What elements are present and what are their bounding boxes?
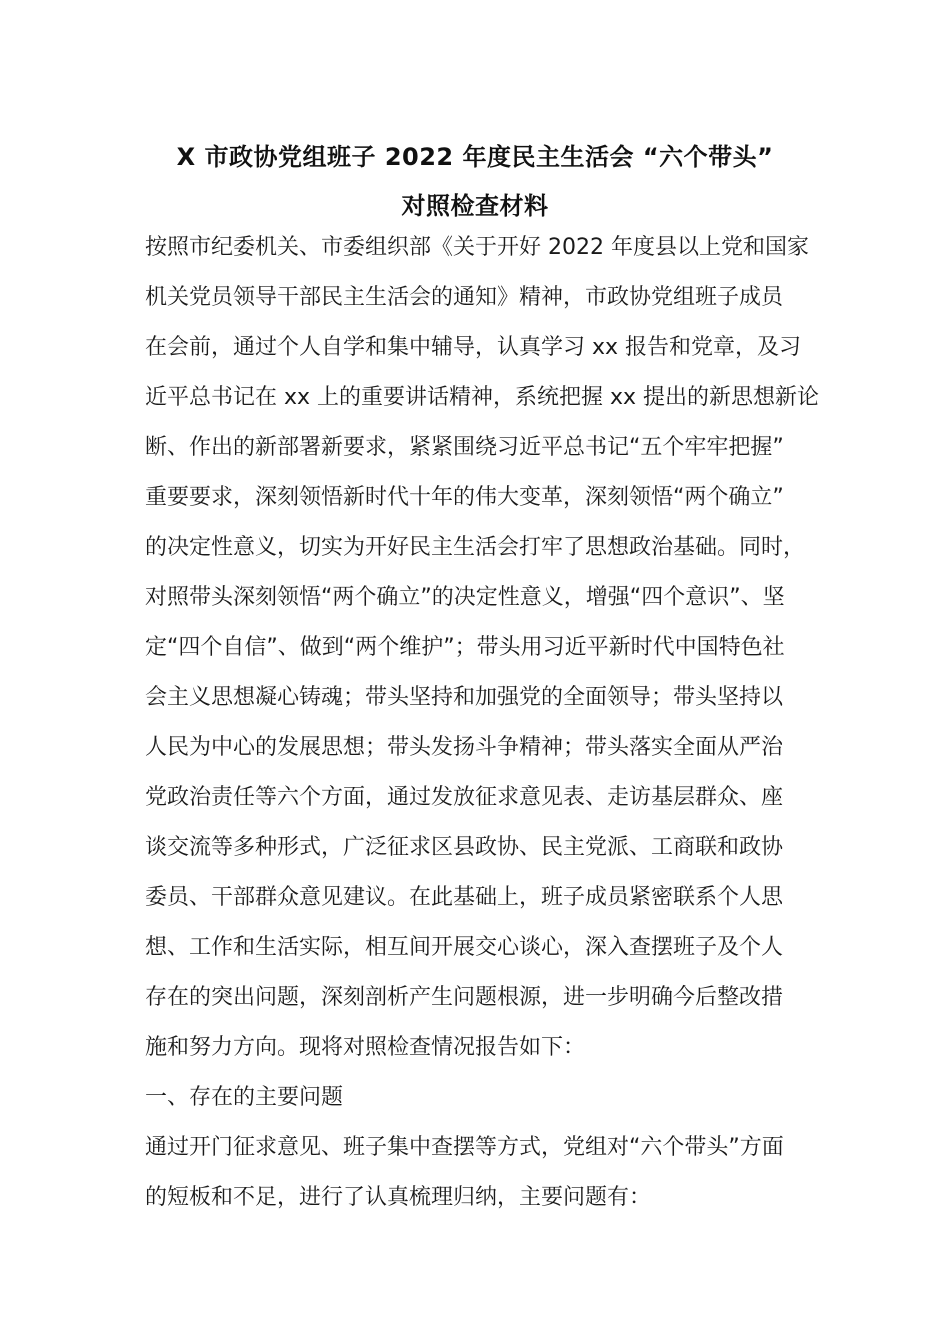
document-title-line-2: 对照检查材料 xyxy=(401,192,549,220)
section-heading: 一、存在的主要问题 xyxy=(145,1085,344,1110)
body-line: 机关党员领导干部民主生活会的通知》精神，市政协党组班子成员 xyxy=(145,285,784,310)
body-line: 在会前，通过个人自学和集中辅导，认真学习 xx 报告和党章，及习 xyxy=(145,335,802,360)
body-line: 断、作出的新部署新要求，紧紧围绕习近平总书记“五个牢牢把握” xyxy=(145,435,784,460)
body-line: 想、工作和生活实际，相互间开展交心谈心，深入查摆班子及个人 xyxy=(145,935,784,960)
body-line: 按照市纪委机关、市委组织部《关于开好 2022 年度县以上党和国家 xyxy=(145,235,809,260)
body-line: 党政治责任等六个方面，通过发放征求意见表、走访基层群众、座 xyxy=(145,785,784,810)
body-line: 重要要求，深刻领悟新时代十年的伟大变革，深刻领悟“两个确立” xyxy=(145,485,784,510)
body-line: 施和努力方向。现将对照检查情况报告如下： xyxy=(145,1035,586,1060)
body-line: 通过开门征求意见、班子集中查摆等方式，党组对“六个带头”方面 xyxy=(145,1135,784,1160)
body-line: 对照带头深刻领悟“两个确立”的决定性意义，增强“四个意识”、坚 xyxy=(145,585,785,610)
body-line: 定“四个自信”、做到“两个维护”；带头用习近平新时代中国特色社 xyxy=(145,635,785,660)
body-line: 会主义思想凝心铸魂；带头坚持和加强党的全面领导；带头坚持以 xyxy=(145,685,784,710)
body-line: 近平总书记在 xx 上的重要讲话精神，系统把握 xx 提出的新思想新论 xyxy=(145,385,820,410)
document-title-line-1: X 市政协党组班子 2022 年度民主生活会 “六个带头” xyxy=(176,143,774,171)
body-line: 的短板和不足，进行了认真梳理归纳，主要问题有： xyxy=(145,1185,652,1210)
body-line: 存在的突出问题，深刻剖析产生问题根源，进一步明确今后整改措 xyxy=(145,985,784,1010)
body-line: 谈交流等多种形式，广泛征求区县政协、民主党派、工商联和政协 xyxy=(145,835,784,860)
body-line: 人民为中心的发展思想；带头发扬斗争精神；带头落实全面从严治 xyxy=(145,735,784,760)
body-line: 的决定性意义，切实为开好民主生活会打牢了思想政治基础。同时， xyxy=(145,535,806,560)
body-line: 委员、干部群众意见建议。在此基础上，班子成员紧密联系个人思 xyxy=(145,885,784,910)
